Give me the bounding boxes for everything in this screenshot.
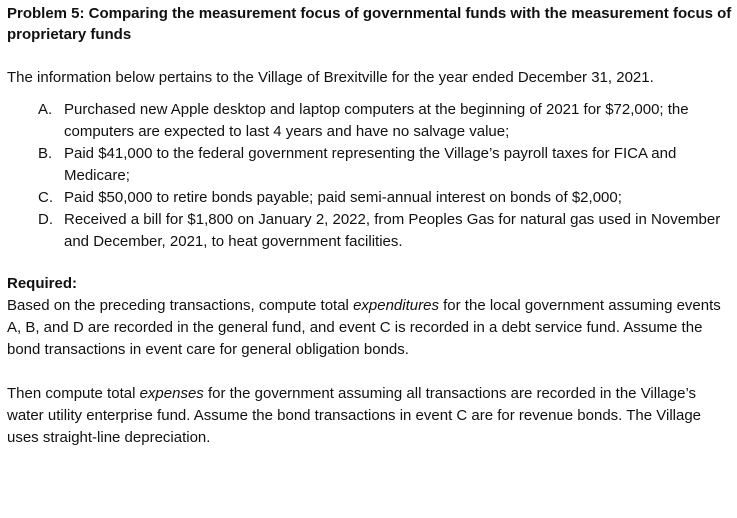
item-text: Received a bill for $1,800 on January 2, 2022, from Peoples Gas for natural gas used in November and December, 2021, to heat government facilities. xyxy=(64,211,721,250)
problem-title: Problem 5: Comparing the measurement focus of governmental funds with the measurement focus of proprietary funds xyxy=(7,5,732,43)
transaction-list xyxy=(7,99,732,253)
list-item xyxy=(7,143,732,187)
p1-text-before: Based on the preceding transactions, compute total xyxy=(7,297,354,314)
required-paragraph-1 xyxy=(7,295,732,361)
p2-text-after: for the government assuming all transactions are recorded in the Village’s water utility enterprise fund. Assume the bond transactions in event C are for revenue bonds. The Village uses straight-line depreciation. xyxy=(7,385,702,446)
item-letter: D. xyxy=(38,211,53,228)
required-paragraph-2 xyxy=(7,383,732,449)
item-letter: B. xyxy=(38,145,53,162)
required-heading: Required: xyxy=(7,275,78,292)
item-text: Paid $50,000 to retire bonds payable; paid semi-annual interest on bonds of $2,000; xyxy=(64,189,622,206)
p1-emphasis: expenditures xyxy=(353,297,439,314)
p1-text-after: for the local government assuming events A, B, and D are recorded in the general fund, and event C is recorded in a debt service fund. Assume the bond transactions in event care for general obligation bonds. xyxy=(7,297,721,358)
p2-text-before: Then compute total xyxy=(7,385,140,402)
list-item xyxy=(7,209,732,253)
list-item xyxy=(7,187,732,209)
item-text: Paid $41,000 to the federal government representing the Village’s payroll taxes for FICA and Medicare; xyxy=(64,145,677,184)
p2-emphasis: expenses xyxy=(139,385,204,402)
intro-text: The information below pertains to the Village of Brexitville for the year ended December 31, 2021. xyxy=(7,69,654,86)
item-text: Purchased new Apple desktop and laptop computers at the beginning of 2021 for $72,000; the computers are expected to last 4 years and have no salvage value; xyxy=(64,101,689,140)
document-page xyxy=(7,3,732,449)
item-letter: A. xyxy=(38,101,53,118)
list-item xyxy=(7,99,732,143)
item-letter: C. xyxy=(38,189,53,206)
